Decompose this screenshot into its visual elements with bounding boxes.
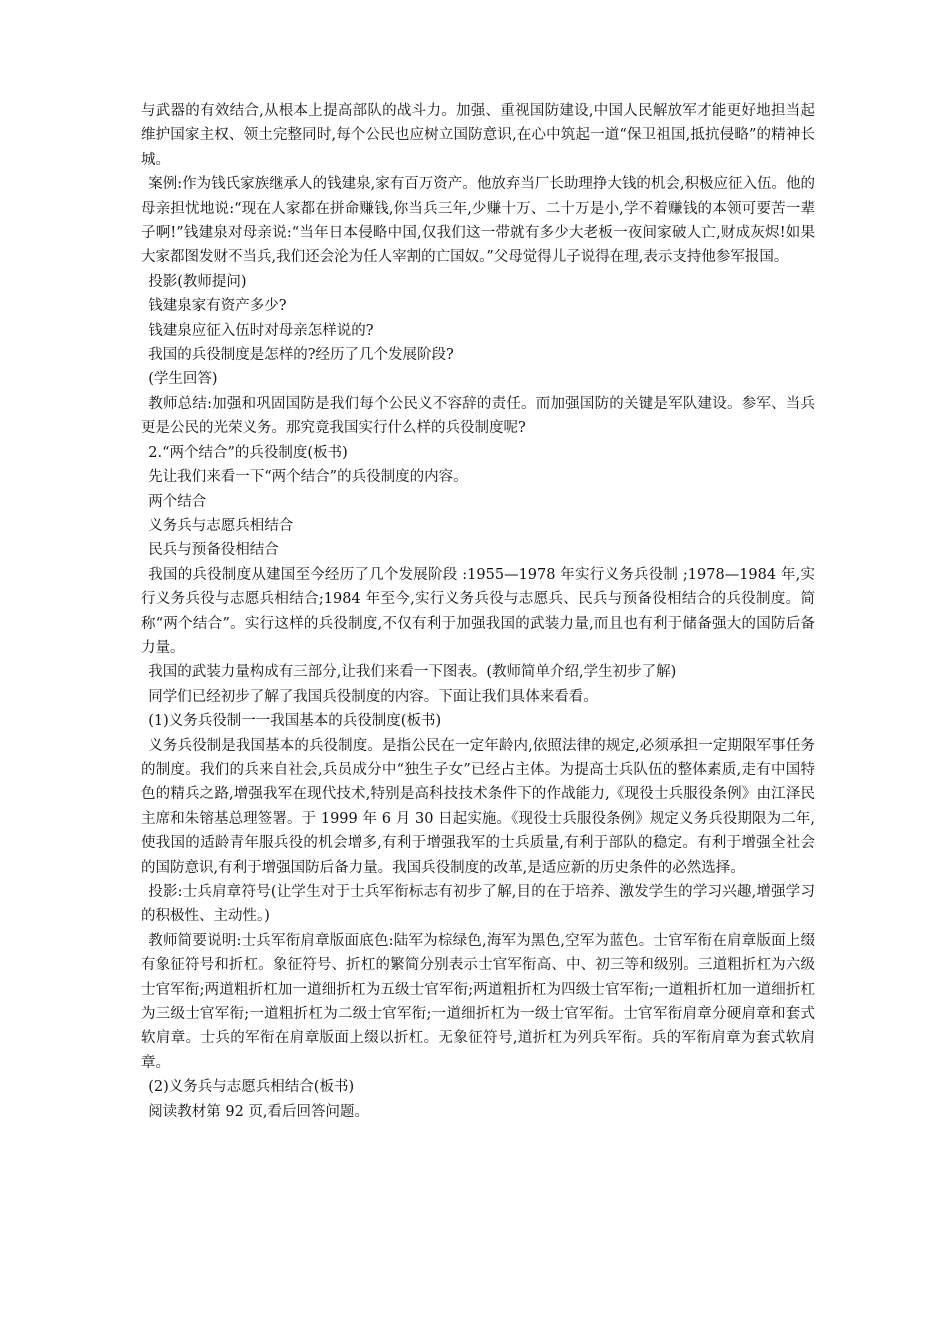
section-heading: (2)义务兵与志愿兵相结合(板书) (148, 1079, 355, 1096)
paragraph: 案例:作为钱氏家族继承人的钱建泉,家有百万资产。他放弃当厂长助理挣大钱的机会,积极应征入伍。他的母亲担忧地说:“现在人家都在拼命赚钱,你当兵三年,少赚十万、二十万是小,学不着赚钱的本领可要苦一辈子啊!”钱建泉对母亲说:“当年日本侵略中国,仅我们这一带就有多少大老板一夜间家破人亡,财成灰烬!如果大家都图发财不当兵,我们还会沦为任人宰割的亡国奴。”父母觉得儿子说得在理,表示支持他参军报国。 (141, 176, 815, 266)
paragraph: 钱建泉应征入伍时对母亲怎样说的? (148, 322, 374, 339)
paragraph: 钱建泉家有资产多少? (148, 298, 287, 315)
section-heading: 2.“两个结合”的兵役制度(板书) (148, 444, 348, 461)
paragraph: 我国的兵役制度是怎样的?经历了几个发展阶段? (148, 347, 454, 364)
paragraph: 与武器的有效结合,从根本上提高部队的战斗力。加强、重视国防建设,中国人民解放军才能更好地担当起维护国家主权、领土完整同时,每个公民也应树立国防意识,在心中筑起一道“保卫祖国,抵抗侵略”的精神长城。 (141, 103, 815, 168)
paragraph: 阅读教材第 92 页,看后回答问题。 (148, 1103, 370, 1120)
paragraph: 投影:士兵肩章符号(让学生对于士兵军衔标志有初步了解,目的在于培养、激发学生的学习兴趣,增强学习的积极性、主动性。) (141, 884, 815, 925)
paragraph: 教师简要说明:士兵军衔肩章版面底色:陆军为棕绿色,海军为黑色,空军为蓝色。士官军衔在肩章版面上缀有象征符号和折杠。象征符号、折杠的繁简分别表示士官军衔高、中、初三等和级别。三道粗折杠为六级士官军衔;两道粗折杠加一道细折杠为五级士官军衔;两道粗折杠为四级士官军衔;一道粗折杠加一道细折杠为三级士官军衔;一道粗折杠为二级士官军衔;一道细折杠为一级士官军衔。士官军衔肩章分硬肩章和套式软肩章。士兵的军衔在肩章版面上缀以折杠。无象征符号,道折杠为列兵军衔。兵的军衔肩章为套式软肩章。 (141, 932, 815, 1071)
paragraph: 同学们已经初步了解了我国兵役制度的内容。下面让我们具体来看看。 (148, 688, 598, 705)
paragraph: 两个结合 (148, 493, 207, 510)
paragraph: 先让我们来看一下“两个结合”的兵役制度的内容。 (148, 469, 468, 486)
section-heading: (1)义务兵役制一一我国基本的兵役制度(板书) (148, 713, 442, 730)
paragraph: 义务兵与志愿兵相结合 (148, 517, 294, 534)
paragraph: 投影(教师提问) (148, 273, 247, 290)
paragraph: 教师总结:加强和巩固国防是我们每个公民义不容辞的责任。而加强国防的关键是军队建设。参军、当兵更是公民的光荣义务。那究竟我国实行什么样的兵役制度呢? (141, 395, 815, 437)
paragraph: (学生回答) (148, 371, 218, 388)
paragraph: 义务兵役制是我国基本的兵役制度。是指公民在一定年龄内,依照法律的规定,必须承担一定期限军事任务的制度。我们的兵来自社会,兵员成分中“独生子女”已经占主体。为提高士兵队伍的整体素质,走有中国特色的精兵之路,增强我军在现代技术,特别是高科技技术条件下的作战能力,《现役士兵服役条例》由江泽民主席和朱镕基总理签署。于 1999 年 6 月 30 日起实施。《现役士兵服役条例》规定义务兵役期限为二年,使我国的适龄青年服兵役的机会增多,有利于增强我军的士兵质量,有利于部队的稳定。有利于增强全社会的国防意识,有利于增强国防后备力量。我国兵役制度的改革,是适应新的历史条件的必然选择。 (141, 737, 815, 876)
document-body (141, 99, 815, 1124)
paragraph: 我国的武装力量构成有三部分,让我们来看一下图表。(教师简单介绍,学生初步了解) (148, 664, 677, 681)
paragraph: 我国的兵役制度从建国至今经历了几个发展阶段 :1955—1978 年实行义务兵役制 ;1978—1984 年,实行义务兵役与志愿兵相结合;1984 年至今,实行义务兵役与志愿兵、民兵与预备役相结合的兵役制度。简称“两个结合”。实行这样的兵役制度,不仅有利于加强我国的武装力量,而且也有利于储备强大的国防后备力量。 (141, 566, 815, 656)
paragraph: 民兵与预备役相结合 (148, 542, 279, 559)
